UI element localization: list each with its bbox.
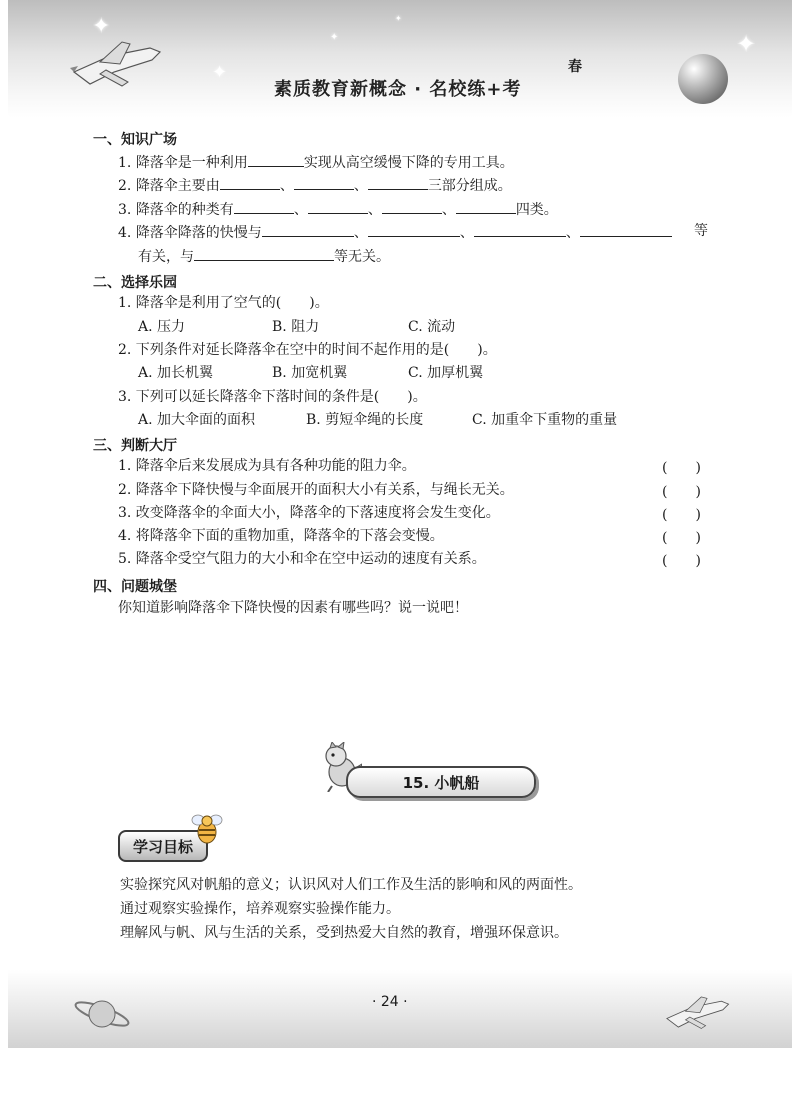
answer-blank[interactable] [580,222,672,237]
open-question: 你知道影响降落伞下降快慢的因素有哪些吗？说一说吧！ [118,600,468,616]
choice-option[interactable]: C. 加重伞下重物的重量 [472,412,618,428]
learning-goal-item: 理解风与帆、风与生活的关系，受到热爱大自然的教育，增强环保意识。 [120,925,568,941]
choice-option[interactable]: A. 加长机翼 [138,365,214,381]
judgment-item: 3. 改变降落伞的伞面大小，降落伞的下落速度将会发生变化。 [118,505,500,521]
bee-mascot-icon [190,812,224,846]
answer-blank[interactable] [456,199,516,214]
answer-blank[interactable] [474,222,566,237]
section-heading-judgment: 三、判断大厅 [93,438,177,454]
star-icon: ✦ [330,32,339,43]
star-icon: ✦ [395,14,402,23]
learning-goal-item: 实验探究风对帆船的意义；认识风对人们工作及生活的影响和风的两面性。 [120,877,582,893]
section-heading-knowledge: 一、知识广场 [93,132,177,148]
answer-blank[interactable] [248,152,304,167]
section-heading-question: 四、问题城堡 [93,579,177,595]
answer-parentheses[interactable]: ( ) [662,507,701,523]
choice-question-1: 1. 降落伞是利用了空气的( )。 [118,295,329,311]
fill-question-1: 1. 降落伞是一种利用 实现从高空缓慢下降的专用工具。 [118,152,514,172]
space-shuttle-icon [664,992,730,1032]
judgment-item: 4. 将降落伞下面的重物加重，降落伞的下落会变慢。 [118,528,444,544]
choice-option[interactable]: C. 流动 [408,319,456,335]
globe-icon [678,54,728,104]
fill-question-4: 4. 降落伞降落的快慢与 、 、 、 [118,222,672,242]
learning-goal-item: 通过观察实验操作，培养观察实验操作能力。 [120,901,400,917]
learning-goals-label: 学习目标 [132,838,193,856]
star-icon: ✦ [212,62,228,83]
lesson-title: 15. 小帆船 [402,774,480,792]
page-number: · 24 · [372,994,408,1010]
answer-blank[interactable] [294,175,354,190]
answer-blank[interactable] [368,222,460,237]
answer-parentheses[interactable]: ( ) [662,460,701,476]
planet-ring-icon [72,994,132,1034]
choice-option[interactable]: B. 阻力 [272,319,320,335]
answer-blank[interactable] [220,175,280,190]
answer-blank[interactable] [368,175,428,190]
space-shuttle-icon [70,38,162,88]
answer-parentheses[interactable]: ( ) [662,530,701,546]
fill-question-2: 2. 降落伞主要由 、 、 三部分组成。 [118,175,512,195]
judgment-item: 2. 降落伞下降快慢与伞面展开的面积大小有关系，与绳长无关。 [118,482,514,498]
season-label: 春 [568,59,582,75]
fill-question-3: 3. 降落伞的种类有 、 、 、 四类。 [118,199,558,219]
judgment-item: 1. 降落伞后来发展成为具有各种功能的阻力伞。 [118,458,416,474]
choice-question-2: 2. 下列条件对延长降落伞在空中的时间不起作用的是( )。 [118,342,497,358]
answer-parentheses[interactable]: ( ) [662,484,701,500]
answer-blank[interactable] [194,246,334,261]
choice-question-3: 3. 下列可以延长降落伞下落时间的条件是( )。 [118,389,427,405]
fill-question-4-cont: 有关，与 等无关。 [138,246,390,266]
choice-option[interactable]: A. 压力 [138,319,186,335]
choice-option[interactable]: B. 剪短伞绳的长度 [306,412,424,428]
section-heading-choice: 二、选择乐园 [93,275,177,291]
star-icon: ✦ [736,30,757,58]
choice-option[interactable]: B. 加宽机翼 [272,365,348,381]
answer-parentheses[interactable]: ( ) [662,553,701,569]
answer-blank[interactable] [308,199,368,214]
star-icon: ✦ [92,14,111,39]
fill-question-4-end: 等 [694,223,708,239]
answer-blank[interactable] [234,199,294,214]
series-title: 素质教育新概念 · 名校练+考 [274,79,522,100]
lesson-title-box [346,766,536,798]
judgment-item: 5. 降落伞受空气阻力的大小和伞在空中运动的速度有关系。 [118,551,486,567]
choice-option[interactable]: C. 加厚机翼 [408,365,484,381]
answer-blank[interactable] [262,222,354,237]
answer-blank[interactable] [382,199,442,214]
choice-option[interactable]: A. 加大伞面的面积 [138,412,256,428]
